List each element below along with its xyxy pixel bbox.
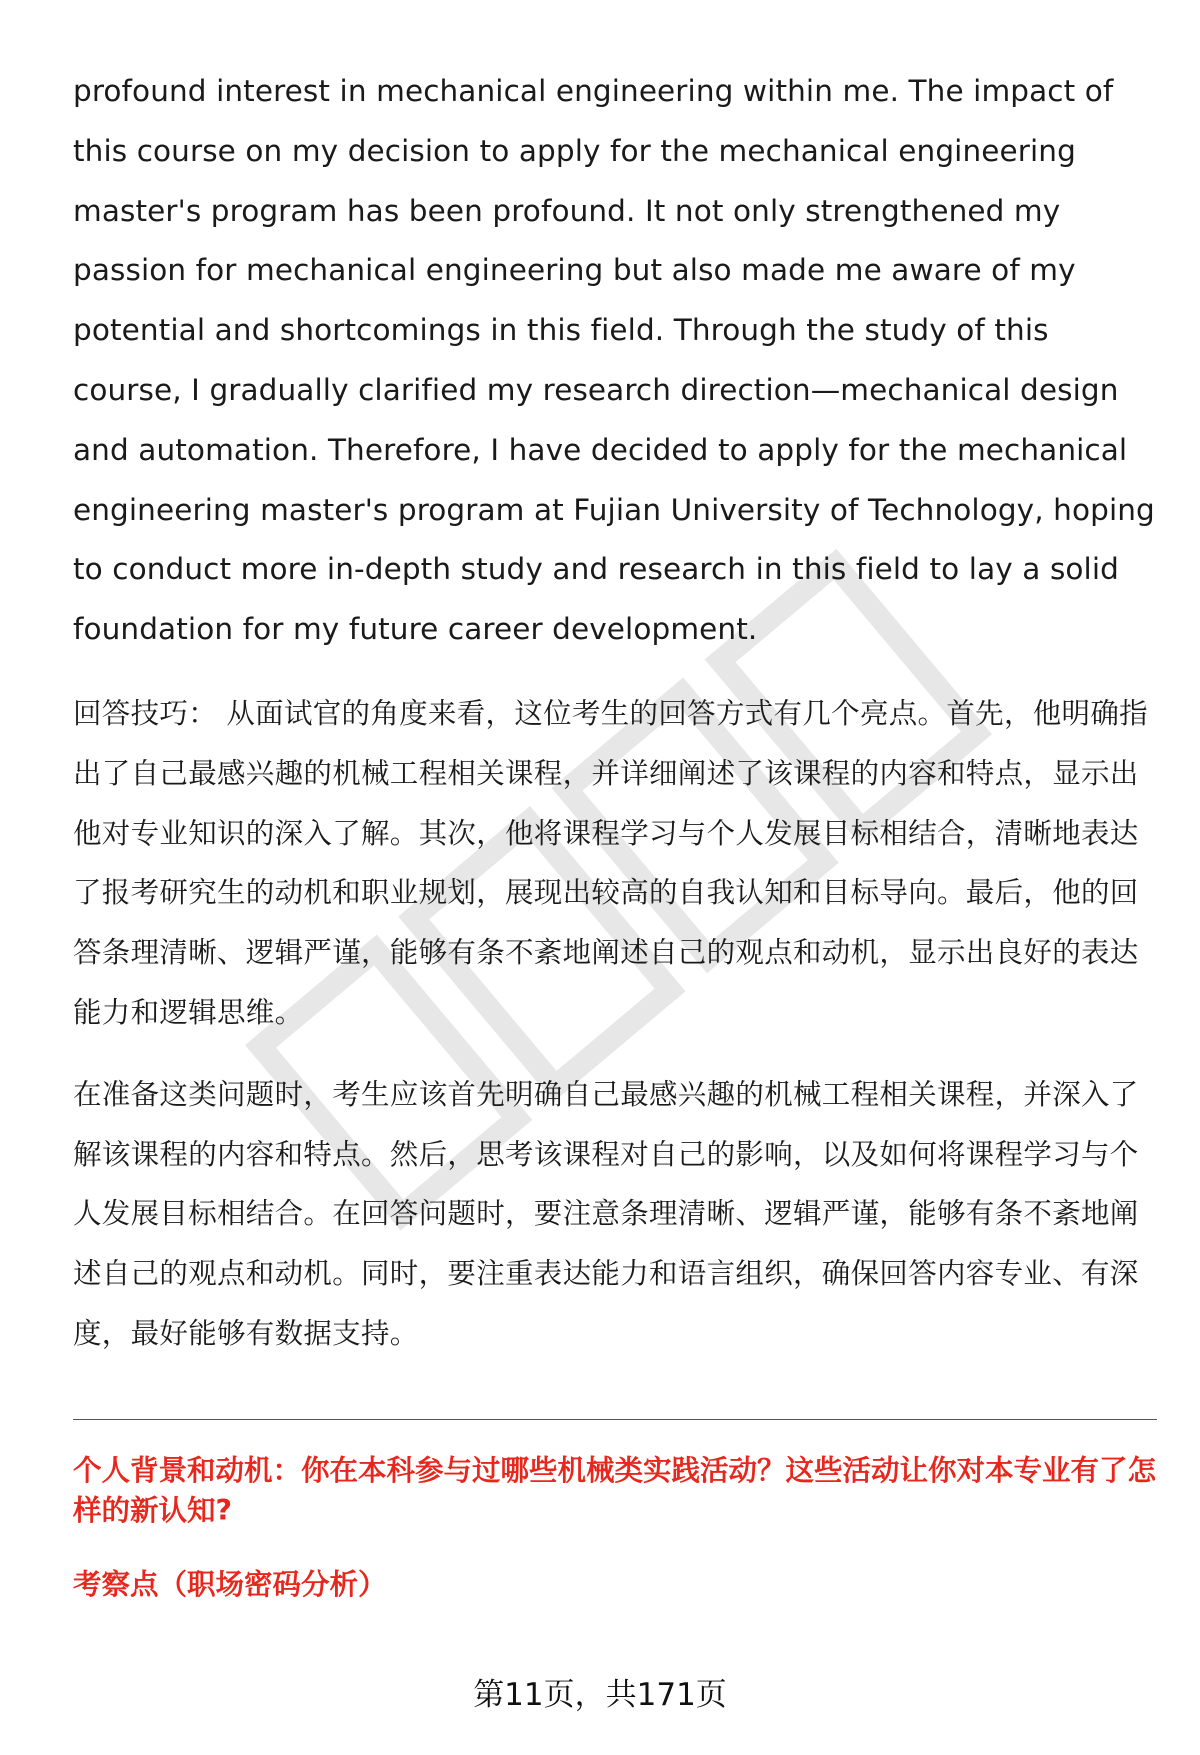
answer-tips-paragraph: 回答技巧： 从面试官的角度来看，这位考生的回答方式有几个亮点。首先，他明确指出了自己最感兴趣的机械工程相关课程，并详细阐述了该课程的内容和特点，显示出他对专业知识的深入了解。其次，他将课程学习与个人发展目标相结合，清晰地表达了报考研究生的动机和职业规划，展现出较高的自我认知和目标导向。最后，他的回答条理清晰、逻辑严谨，能够有条不紊地阐述自己的观点和动机，显示出良好的表达能力和逻辑思维。: [73, 696, 1148, 1029]
english-answer-paragraph: profound interest in mechanical engineering within me. The impact of this course on my decision to apply for the mechanical engineering master's program has been profound. It not only strengthened my passion for mechanical engineering but also made me aware of my potential and shortcomings in this field. Through the study of this course, I gradually clarified my research direction—mechanical design and automation. Therefore, I have decided to apply for the mechanical engineering master's program at Fujian University of Technology, hoping to conduct more in-depth study and research in this field to lay a solid foundation for my future career development.: [73, 74, 1155, 647]
focus-point-label: 考察点（职场密码分析）: [73, 1568, 387, 1601]
section-divider: [73, 1419, 1157, 1420]
document-body: [73, 62, 1157, 1364]
page-number: 第11页，共171页: [473, 1677, 727, 1713]
question-heading: 个人背景和动机：你在本科参与过哪些机械类实践活动？这些活动让你对本专业有了怎样的新认知?: [73, 1454, 1157, 1527]
preparation-advice-paragraph: 在准备这类问题时，考生应该首先明确自己最感兴趣的机械工程相关课程，并深入了解该课程的内容和特点。然后，思考该课程对自己的影响，以及如何将课程学习与个人发展目标相结合。在回答问题时，要注意条理清晰、逻辑严谨，能够有条不紊地阐述自己的观点和动机。同时，要注重表达能力和语言组织，确保回答内容专业、有深度，最好能够有数据支持。: [73, 1077, 1139, 1350]
